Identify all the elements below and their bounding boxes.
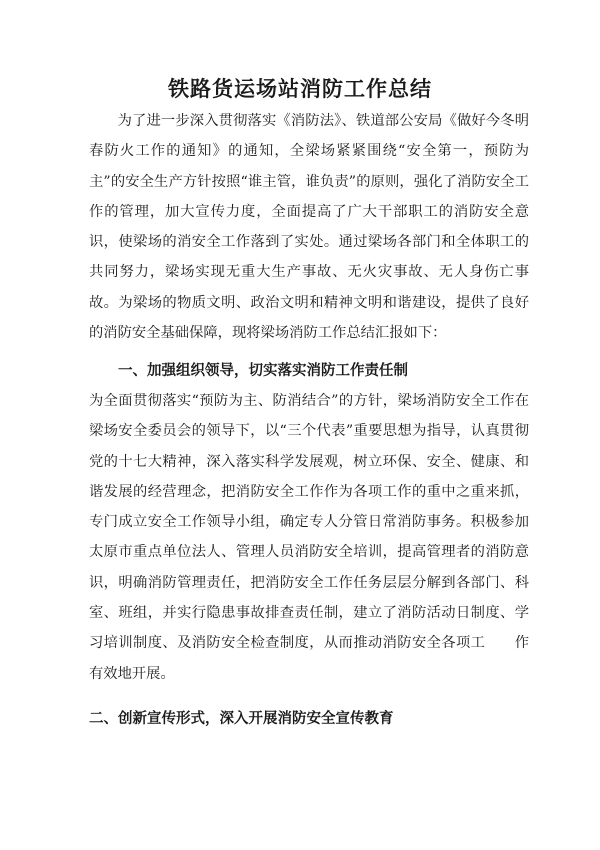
section-1-paragraph: 为全面贯彻落实“预防为主、防消结合”的方针，梁场消防安全工作在梁场安全委员会的领导下，以“三个代表”重要思想为指导，认真贯彻党的十七大精神，深入落实科学发展观，树立环保、安全、健康、和谐发展的经营理念，把消防安全工作作为各项工作的重中之重来抓，专门成立安全工作领导小组，确定专人分管日常消防事务。积极参加太原市重点单位法人、管理人员消防安全培训，提高管理者的消防意识，明确消防管理责任，把消防安全工作任务层层分解到各部门、科室、班组，并实行隐患事故排查责任制，建立了消防活动日制度、学习培训制度、及消防安全检查制度，从而推动消防安全各项工 作有效地开展。	[89, 393, 529, 682]
intro-paragraph: 为了进一步深入贯彻落实《消防法》、铁道部公安局《做好今冬明春防火工作的通知》的通知，全梁场紧紧围绕“安全第一，预防为主”的安全生产方针按照“谁主管，谁负责”的原则，强化了消防安全工作的管理，加大宣传力度，全面提高了广大干部职工的消防安全意识，使梁场的消安全工作落到了实处。通过梁场各部门和全体职工的共同努力，梁场实现无重大生产事故、无火灾事故、无人身伤亡事故。为梁场的物质文明、政治文明和精神文明和谐建设，提供了良好的消防安全基础保障，现将梁场消防工作总结汇报如下：	[89, 113, 529, 342]
section-1-heading: 一、加强组织领导，切实落实消防工作责任制	[118, 362, 408, 379]
document-title: 铁路货运场站消防工作总结	[168, 76, 432, 101]
section-2-heading: 二、创新宣传形式，深入开展消防安全宣传教育	[89, 710, 394, 727]
